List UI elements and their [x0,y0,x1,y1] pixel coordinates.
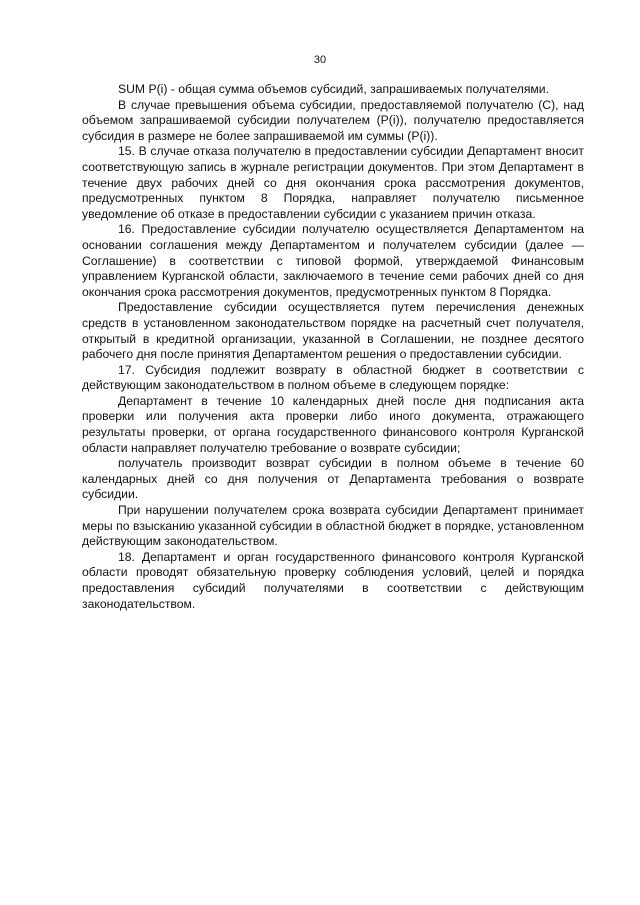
paragraph-clause-18: 18. Департамент и орган государственного финансового контроля Курганской области проводят обязательную проверку соблюдения условий, целей и порядка предоставления субсидий получателями в соответствии с действующим законодательством. [82,549,584,611]
paragraph-clause-17: 17. Субсидия подлежит возврату в областной бюджет в соответствии с действующим законодательством в полном объеме в следующем порядке: [82,362,584,393]
paragraph-clause-16: 16. Предоставление субсидии получателю осуществляется Департаментом на основании соглашения между Департаментом и получателем субсидии (далее — Соглашение) в соответствии с типовой формой, утверждаемой Финансовым управлением Курганской области, заключаемого в течение семи рабочих дней со дня окончания срока рассмотрения документов, предусмотренных пунктом 8 Порядка. [82,222,584,299]
page-number: 30 [313,54,327,66]
paragraph-transfer: Предоставление субсидии осуществляется путем перечисления денежных средств в установленном законодательством порядке на расчетный счет получателя, открытый в кредитной организации, указанной в Соглашении, не позднее десятого рабочего дня после принятия Департаментом решения о предоставлении субсидии. [82,300,584,362]
paragraph-excess-case: В случае превышения объема субсидии, предоставляемой получателю (С), над объемом запрашиваемой субсидии получателем (P(i)), получателю предоставляется субсидия в размере не более запрашиваемой им суммы (P(i)). [82,97,584,143]
paragraph-clause-15: 15. В случае отказа получателю в предоставлении субсидии Департамент вносит соответствующую запись в журнале регистрации документов. При этом Департамент в течение двух рабочих дней со дня окончания срока рассмотрения документов, предусмотренных пунктом 8 Порядка, направляет получателю письменное уведомление об отказе в предоставлении субсидии с указанием причин отказа. [82,144,584,221]
paragraph-department-demand: Департамент в течение 10 календарных дней после дня подписания акта проверки или получения акта проверки либо иного документа, отражающего результаты проверки, от органа государственного финансового контроля Курганской области направляет получателю требование о возврате субсидии; [82,393,584,455]
paragraph-recipient-return: получатель производит возврат субсидии в полном объеме в течение 60 календарных дней со дня получения от Департамента требования о возврате субсидии. [82,456,584,502]
paragraph-violation: При нарушении получателем срока возврата субсидии Департамент принимает меры по взысканию указанной субсидии в областной бюджет в порядке, установленном действующим законодательством. [82,503,584,549]
paragraph-sum-definition: SUM P(i) - общая сумма объемов субсидий, запрашиваемых получателями. [118,82,550,96]
document-body [82,82,584,612]
